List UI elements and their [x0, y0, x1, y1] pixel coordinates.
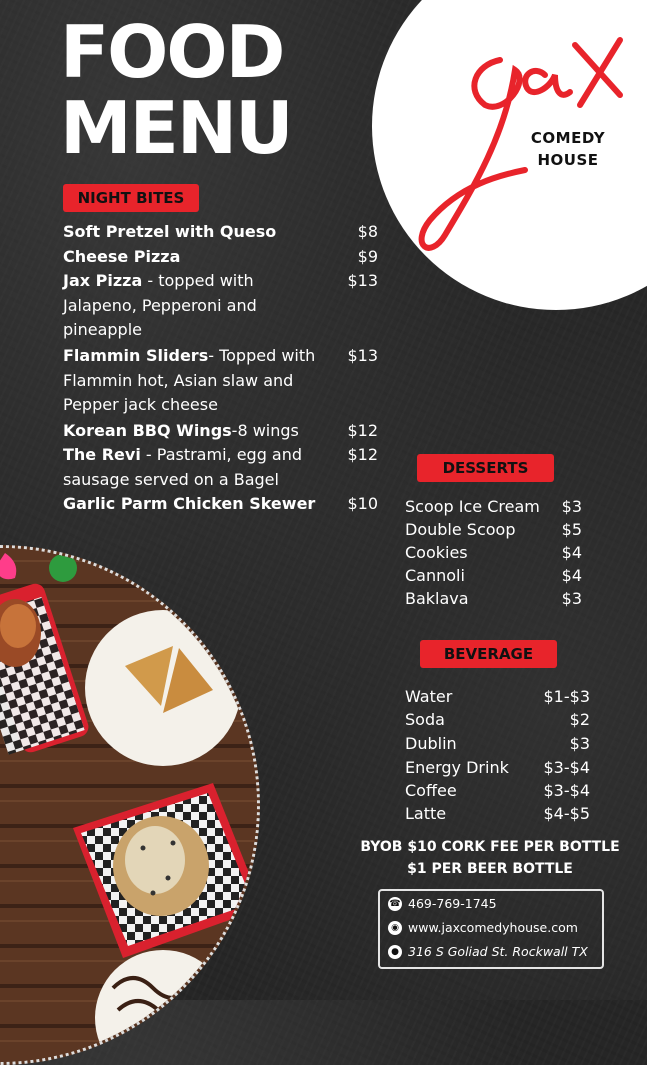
list-item	[63, 220, 328, 245]
food-photo	[0, 545, 260, 1065]
night-bites-heading: NIGHT BITES	[63, 184, 199, 212]
beverage-price: $3	[569, 734, 590, 753]
item-price: $12	[347, 445, 378, 464]
dessert-price: $3	[561, 589, 582, 608]
dessert-price: $4	[561, 543, 582, 562]
list-item	[63, 492, 338, 517]
beverage-name: Energy Drink	[405, 758, 509, 777]
beer-fee-note: $1 PER BEER BOTTLE	[407, 861, 573, 877]
item-name: Soft Pretzel with Queso	[63, 222, 277, 241]
contact-website[interactable]	[388, 920, 578, 935]
beverage-price: $4-$5	[543, 804, 590, 823]
item-price: $13	[347, 271, 378, 290]
dessert-name: Scoop Ice Cream	[405, 497, 540, 516]
item-desc: - Topped with Flammin hot, Asian slaw and Pepper jack cheese	[63, 346, 316, 415]
beverage-price: $1-$3	[543, 687, 590, 706]
logo-line-1: COMEDY	[530, 129, 606, 147]
dessert-name: Double Scoop	[405, 520, 516, 539]
logo-wordmark	[508, 127, 628, 171]
cork-fee-note: BYOB $10 CORK FEE PER BOTTLE	[360, 839, 620, 855]
list-item	[63, 443, 328, 492]
item-desc: - topped with Jalapeno, Pepperoni and pineapple	[63, 271, 257, 340]
logo-line-2: HOUSE	[537, 151, 599, 169]
item-desc: -8 wings	[231, 421, 299, 440]
beverage-name: Water	[405, 687, 453, 706]
beverage-name: Coffee	[405, 781, 457, 800]
menu-title	[60, 10, 292, 170]
beverage-price: $3-$4	[543, 758, 590, 777]
phone-number: 469-769-1745	[408, 896, 497, 911]
dessert-price: $3	[561, 497, 582, 516]
beverage-price: $3-$4	[543, 781, 590, 800]
website-link[interactable]: www.jaxcomedyhouse.com	[408, 920, 578, 935]
item-name: Cheese Pizza	[63, 247, 181, 266]
item-desc: - Pastrami, egg and sausage served on a Bagel	[63, 445, 303, 489]
item-name: Jax Pizza	[63, 271, 143, 290]
item-name: Garlic Parm Chicken Skewer	[63, 494, 316, 513]
contact-phone	[388, 896, 497, 911]
globe-icon: ◉	[388, 921, 402, 935]
list-item	[63, 344, 328, 418]
title-line-1: FOOD	[60, 10, 284, 94]
dessert-name: Baklava	[405, 589, 469, 608]
item-price: $12	[347, 421, 378, 440]
beverage-price: $2	[569, 710, 590, 729]
contact-address	[388, 944, 588, 959]
dessert-price: $4	[561, 566, 582, 585]
beverage-name: Dublin	[405, 734, 457, 753]
item-price: $8	[357, 222, 378, 241]
item-price: $10	[347, 494, 378, 513]
desserts-heading: DESSERTS	[417, 454, 554, 482]
dessert-name: Cookies	[405, 543, 468, 562]
map-pin-icon: ●	[388, 945, 402, 959]
beverage-name: Latte	[405, 804, 447, 823]
beverage-heading: BEVERAGE	[420, 640, 557, 668]
phone-icon: ☎	[389, 898, 401, 909]
beverage-name: Soda	[405, 710, 445, 729]
item-name: The Revi	[63, 445, 141, 464]
item-price: $13	[347, 346, 378, 365]
list-item	[63, 245, 328, 270]
food-photo-illustration	[0, 548, 260, 1065]
list-item	[63, 269, 328, 343]
dessert-price: $5	[561, 520, 582, 539]
list-item	[63, 419, 328, 444]
contact-box	[378, 889, 604, 969]
item-name: Korean BBQ Wings	[63, 421, 232, 440]
item-price: $9	[357, 247, 378, 266]
dessert-name: Cannoli	[405, 566, 465, 585]
title-line-2: MENU	[60, 86, 292, 170]
item-name: Flammin Sliders	[63, 346, 209, 365]
address-text: 316 S Goliad St. Rockwall TX	[408, 944, 588, 959]
